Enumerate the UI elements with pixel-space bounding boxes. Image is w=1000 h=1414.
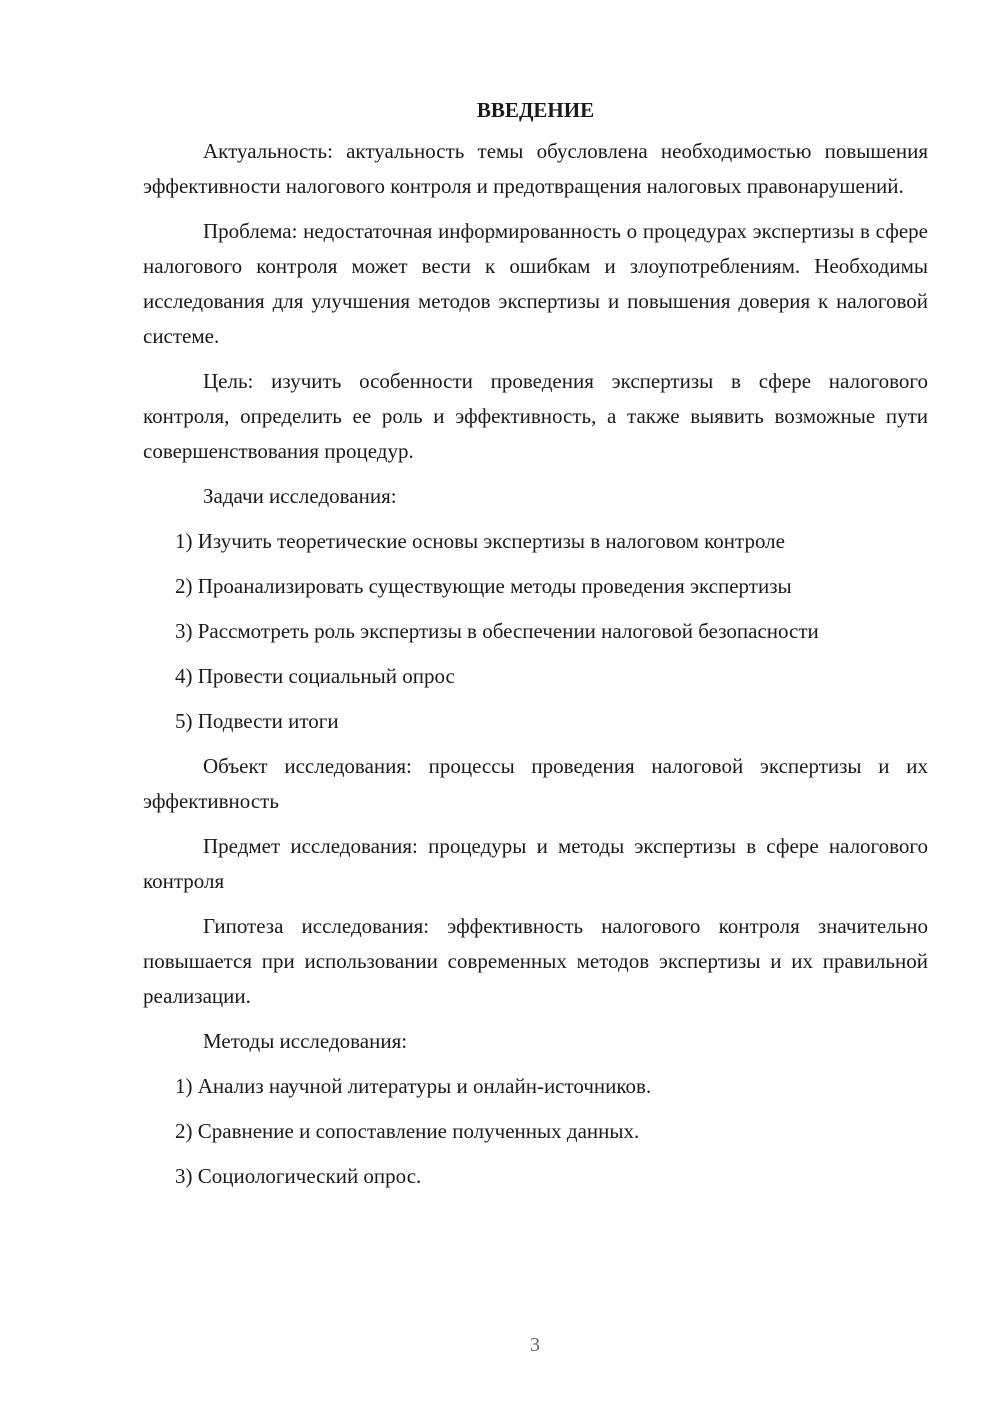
task-item: 1) Изучить теоретические основы экспертизы в налоговом контроле: [175, 529, 785, 553]
problem-paragraph: Проблема: недостаточная информированность о процедурах экспертизы в сфере налогового контроля может вести к ошибкам и злоупотреблениям. Необходимы исследования для улучшения методов экспертизы и повышения доверия к налоговой системе.: [143, 219, 928, 348]
page-title: ВВЕДЕНИЕ: [476, 98, 595, 122]
hypothesis-paragraph: Гипотеза исследования: эффективность налогового контроля значительно повышается при использовании современных методов экспертизы и их правильной реализации.: [143, 914, 928, 1008]
methods-heading: Методы исследования:: [203, 1029, 408, 1053]
relevance-paragraph: Актуальность: актуальность темы обусловлена необходимостью повышения эффективности налогового контроля и предотвращения налоговых правонарушений.: [143, 139, 928, 198]
method-item: 1) Анализ научной литературы и онлайн-источников.: [175, 1074, 652, 1098]
method-item: 2) Сравнение и сопоставление полученных данных.: [175, 1119, 640, 1143]
method-item: 3) Социологический опрос.: [175, 1164, 422, 1188]
tasks-heading: Задачи исследования:: [203, 484, 397, 508]
task-item: 2) Проанализировать существующие методы проведения экспертизы: [175, 574, 792, 598]
document-page: [143, 96, 928, 1204]
page-number: 3: [530, 1334, 540, 1356]
object-paragraph: Объект исследования: процессы проведения налоговой экспертизы и их эффективность: [143, 754, 928, 813]
task-item: 4) Провести социальный опрос: [175, 664, 455, 688]
goal-paragraph: Цель: изучить особенности проведения экспертизы в сфере налогового контроля, определить ее роль и эффективность, а также выявить возможные пути совершенствования процедур.: [143, 369, 928, 463]
task-item: 5) Подвести итоги: [175, 709, 339, 733]
task-item: 3) Рассмотреть роль экспертизы в обеспечении налоговой безопасности: [175, 619, 819, 643]
subject-paragraph: Предмет исследования: процедуры и методы экспертизы в сфере налогового контроля: [143, 834, 928, 893]
